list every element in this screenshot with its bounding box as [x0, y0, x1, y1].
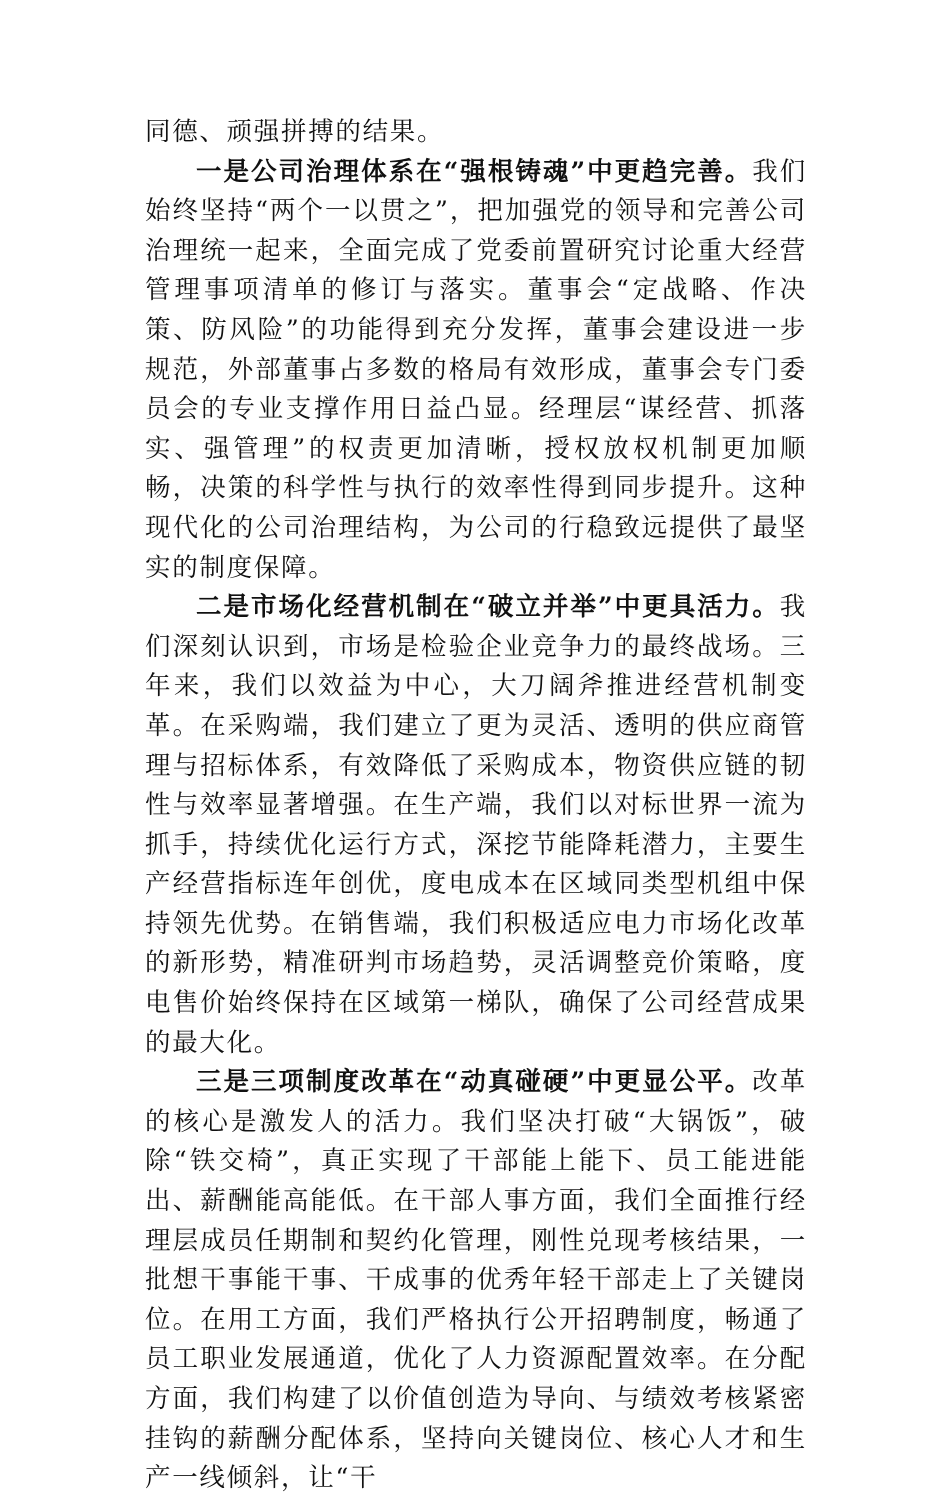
paragraph-body: 同德、顽强拼搏的结果。 — [145, 117, 445, 147]
paragraph-three-systems-reform — [145, 1063, 807, 1499]
paragraph-body: 我们深刻认识到，市场是检验企业竞争力的最终战场。三年来，我们以效益为中心，大刀阔斧推进经营机制变革。在采购端，我们建立了更为灵活、透明的供应商管理与招标体系，有效降低了采购成本，物资供应链的韧性与效率显著增强。在生产端，我们以对标世界一流为抓手，持续优化运行方式，深挖节能降耗潜力，主要生产经营指标连年创优，度电成本在区域同类型机组中保持领先优势。在销售端，我们积极适应电力市场化改革的新形势，精准研判市场趋势，灵活调整竞价策略，度电售价始终保持在区域第一梯队，确保了公司经营成果的最大化。 — [145, 592, 807, 1058]
paragraph-lead-heading: 一是公司治理体系在“强根铸魂”中更趋完善。 — [196, 156, 753, 187]
paragraph-body: 改革的核心是激发人的活力。我们坚决打破“大锅饭”，破除“铁交椅”，真正实现了干部能上能下、员工能进能出、薪酬能高能低。在干部人事方面，我们全面推行经理层成员任期制和契约化管理，刚性兑现考核结果，一批想干事能干事、干成事的优秀年轻干部走上了关键岗位。在用工方面，我们严格执行公开招聘制度，畅通了员工职业发展通道，优化了人力资源配置效率。在分配方面，我们构建了以价值创造为导向、与绩效考核紧密挂钩的薪酬分配体系，坚持向关键岗位、核心人才和生产一线倾斜，让“干 — [145, 1067, 807, 1494]
paragraph-market-mechanism — [145, 588, 807, 1063]
paragraph-corporate-governance — [145, 153, 807, 589]
paragraph-continuation — [145, 113, 807, 153]
document-body — [145, 113, 807, 1499]
paragraph-body: 我们始终坚持“两个一以贯之”，把加强党的领导和完善公司治理统一起来，全面完成了党委前置研究讨论重大经营管理事项清单的修订与落实。董事会“定战略、作决策、防风险”的功能得到充分发挥，董事会建设进一步规范，外部董事占多数的格局有效形成，董事会专门委员会的专业支撑作用日益凸显。经理层“谋经营、抓落实、强管理”的权责更加清晰，授权放权机制更加顺畅，决策的科学性与执行的效率性得到同步提升。这种现代化的公司治理结构，为公司的行稳致远提供了最坚实的制度保障。 — [145, 156, 807, 583]
paragraph-lead-heading: 二是市场化经营机制在“破立并举”中更具活力。 — [196, 592, 780, 623]
paragraph-lead-heading: 三是三项制度改革在“动真碰硬”中更显公平。 — [196, 1067, 753, 1098]
